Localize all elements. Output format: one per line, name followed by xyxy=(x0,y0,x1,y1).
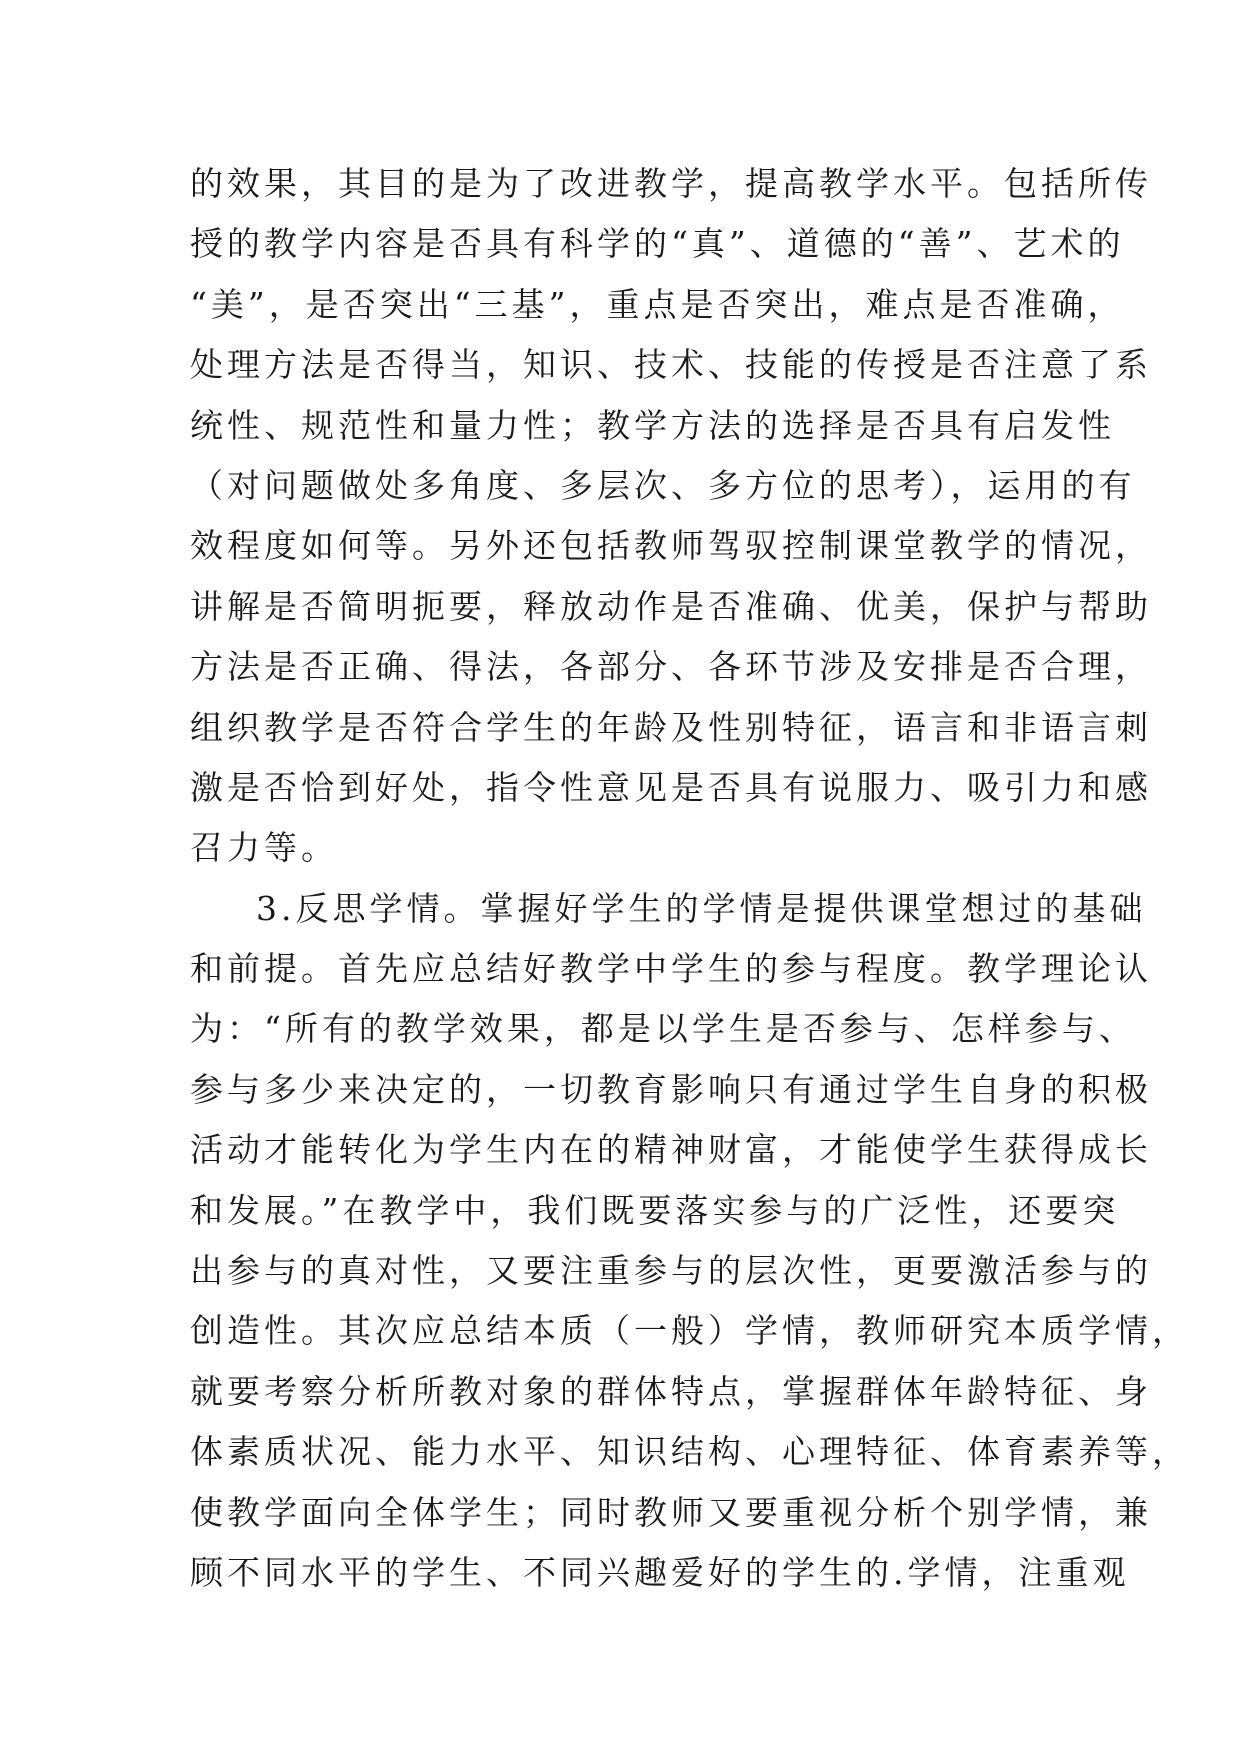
text-line: 创造性。其次应总结本质（一般）学情，教师研究本质学情， xyxy=(190,1311,1189,1351)
text-line: 组织教学是否符合学生的年龄及性别特征，语言和非语言刺 xyxy=(190,707,1152,747)
text-line: 的效果，其目的是为了改进教学，提高教学水平。包括所传 xyxy=(190,164,1152,203)
text-line: （对问题做处多角度、多层次、多方位的思考），运用的有 xyxy=(190,465,1136,505)
text-line: 参与多少来决定的，一切教育影响只有通过学生自身的积极 xyxy=(190,1069,1152,1109)
text-line: 讲解是否简明扼要，释放动作是否准确、优美，保护与帮助 xyxy=(190,586,1152,626)
text-line: 授的教学内容是否具有科学的“真”、道德的“善”、艺术的 xyxy=(190,224,1125,264)
text-line: 就要考察分析所教对象的群体特点，掌握群体年龄特征、身 xyxy=(190,1371,1152,1411)
text-line: 处理方法是否得当，知识、技术、技能的传授是否注意了系 xyxy=(190,345,1152,385)
text-line: 激是否恰到好处，指令性意见是否具有说服力、吸引力和感 xyxy=(190,767,1152,807)
text-line: 为：“所有的教学效果，都是以学生是否参与、怎样参与、 xyxy=(190,1009,1136,1049)
text-line: 召力等。 xyxy=(190,828,338,868)
text-line: 和前提。首先应总结好教学中学生的参与程度。教学理论认 xyxy=(190,949,1152,989)
text-line: “美”，是否突出“三基”，重点是否突出，难点是否准确， xyxy=(190,284,1125,324)
text-line: 方法是否正确、得法，各部分、各环节涉及安排是否合理， xyxy=(190,647,1152,687)
text-line: 出参与的真对性，又要注重参与的层次性，更要激活参与的 xyxy=(190,1251,1152,1291)
text-line: 顾不同水平的学生、不同兴趣爱好的学生的.学情，注重观 xyxy=(190,1552,1130,1592)
text-line: 效程度如何等。另外还包括教师驾驭控制课堂教学的情况， xyxy=(190,526,1152,566)
text-line: 和发展。”在教学中，我们既要落实参与的广泛性，还要突 xyxy=(190,1190,1120,1230)
text-line: 使教学面向全体学生；同时教师又要重视分析个别学情，兼 xyxy=(190,1492,1152,1532)
text-line: 统性、规范性和量力性；教学方法的选择是否具有启发性 xyxy=(190,405,1115,445)
body-text xyxy=(190,154,1189,1603)
text-line: 活动才能转化为学生内在的精神财富，才能使学生获得成长 xyxy=(190,1130,1152,1170)
text-line: 体素质状况、能力水平、知识结构、心理特征、体育素养等， xyxy=(190,1432,1189,1472)
section-heading-line: 3.反思学情。掌握好学生的学情是提供课堂想过的基础 xyxy=(256,888,1147,928)
